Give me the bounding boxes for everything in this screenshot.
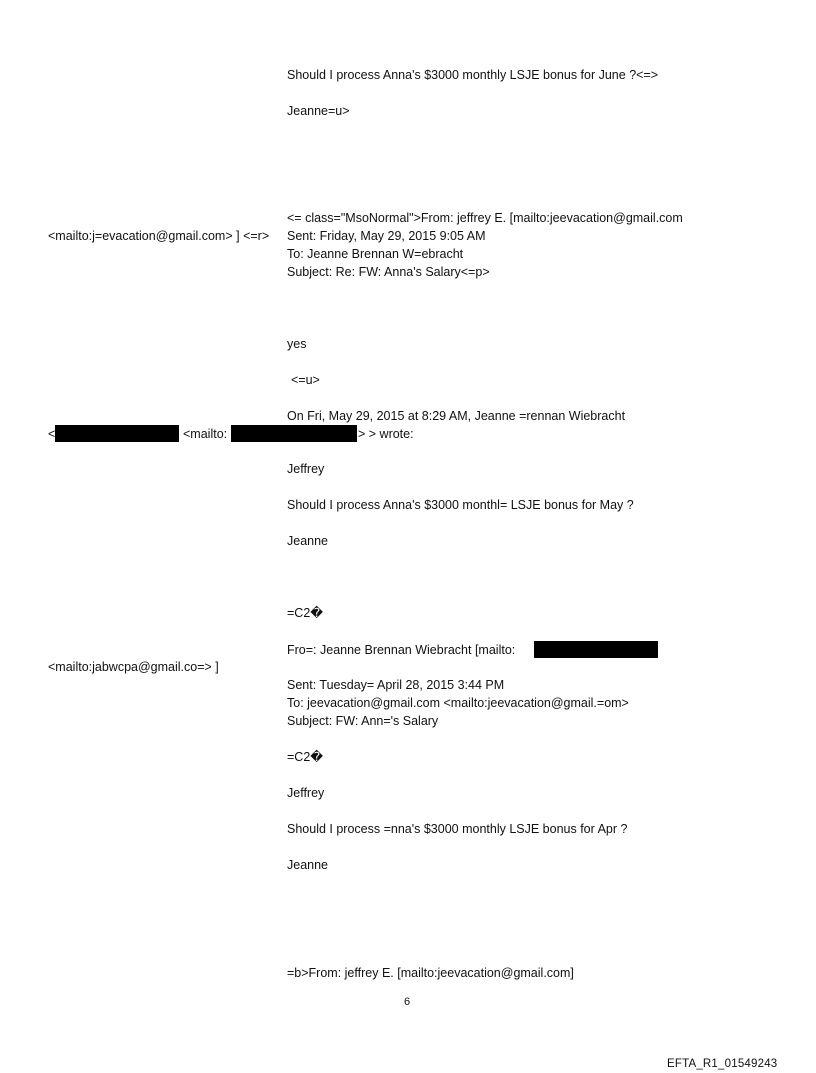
artifact-line: <=u> bbox=[291, 373, 320, 387]
header-to-line: To: jeevacation@gmail.com <mailto:jeevacation@gmail.=om> bbox=[287, 696, 629, 710]
redaction-box bbox=[231, 425, 357, 442]
header-from-line: Fro=: Jeanne Brennan Wiebracht [mailto: bbox=[287, 643, 516, 657]
header-from-line: <= class="MsoNormal">From: jeffrey E. [mailto:jeevacation@gmail.com bbox=[287, 211, 683, 225]
header-sent-line: Sent: Friday, May 29, 2015 9:05 AM bbox=[287, 229, 486, 243]
redaction-box bbox=[534, 641, 658, 658]
signature-line: Jeanne bbox=[287, 858, 329, 872]
signature-line: Jeanne=u> bbox=[287, 104, 350, 118]
reply-text: yes bbox=[287, 337, 307, 351]
greeting-line: Jeffrey bbox=[287, 786, 325, 800]
attribution-mailto: <mailto: bbox=[183, 427, 228, 441]
mailto-left-line: <mailto:j=evacation@gmail.com> ] <=r> bbox=[48, 229, 270, 243]
quoted-attribution-line: On Fri, May 29, 2015 at 8:29 AM, Jeanne =rennan Wiebracht bbox=[287, 409, 626, 423]
document-id: EFTA_R1_01549243 bbox=[667, 1058, 778, 1070]
header-subject-line: Subject: Re: FW: Anna's Salary<=p> bbox=[287, 265, 490, 279]
header-subject-line: Subject: FW: Ann='s Salary bbox=[287, 714, 439, 728]
header-from-line: =b>From: jeffrey E. [mailto:jeevacation@gmail.com] bbox=[287, 966, 574, 980]
mailto-left-line: <mailto:jabwcpa@gmail.co=> ] bbox=[48, 660, 219, 674]
body-line: Should I process =nna's $3000 monthly LSJE bonus for Apr ? bbox=[287, 822, 628, 836]
attribution-open-bracket: < bbox=[48, 427, 56, 441]
signature-line: Jeanne bbox=[287, 534, 329, 548]
attribution-wrote: > > wrote: bbox=[358, 427, 414, 441]
page-number: 6 bbox=[404, 996, 411, 1008]
body-line: Should I process Anna's $3000 monthl= LSJE bonus for May ? bbox=[287, 498, 634, 512]
header-to-line: To: Jeanne Brennan W=ebracht bbox=[287, 247, 464, 261]
encoding-artifact: =C2� bbox=[287, 750, 324, 764]
greeting-line: Jeffrey bbox=[287, 462, 325, 476]
encoding-artifact: =C2� bbox=[287, 606, 324, 620]
body-line: Should I process Anna's $3000 monthly LSJE bonus for June ?<=> bbox=[287, 68, 659, 82]
redaction-box bbox=[55, 425, 179, 442]
header-sent-line: Sent: Tuesday= April 28, 2015 3:44 PM bbox=[287, 678, 505, 692]
